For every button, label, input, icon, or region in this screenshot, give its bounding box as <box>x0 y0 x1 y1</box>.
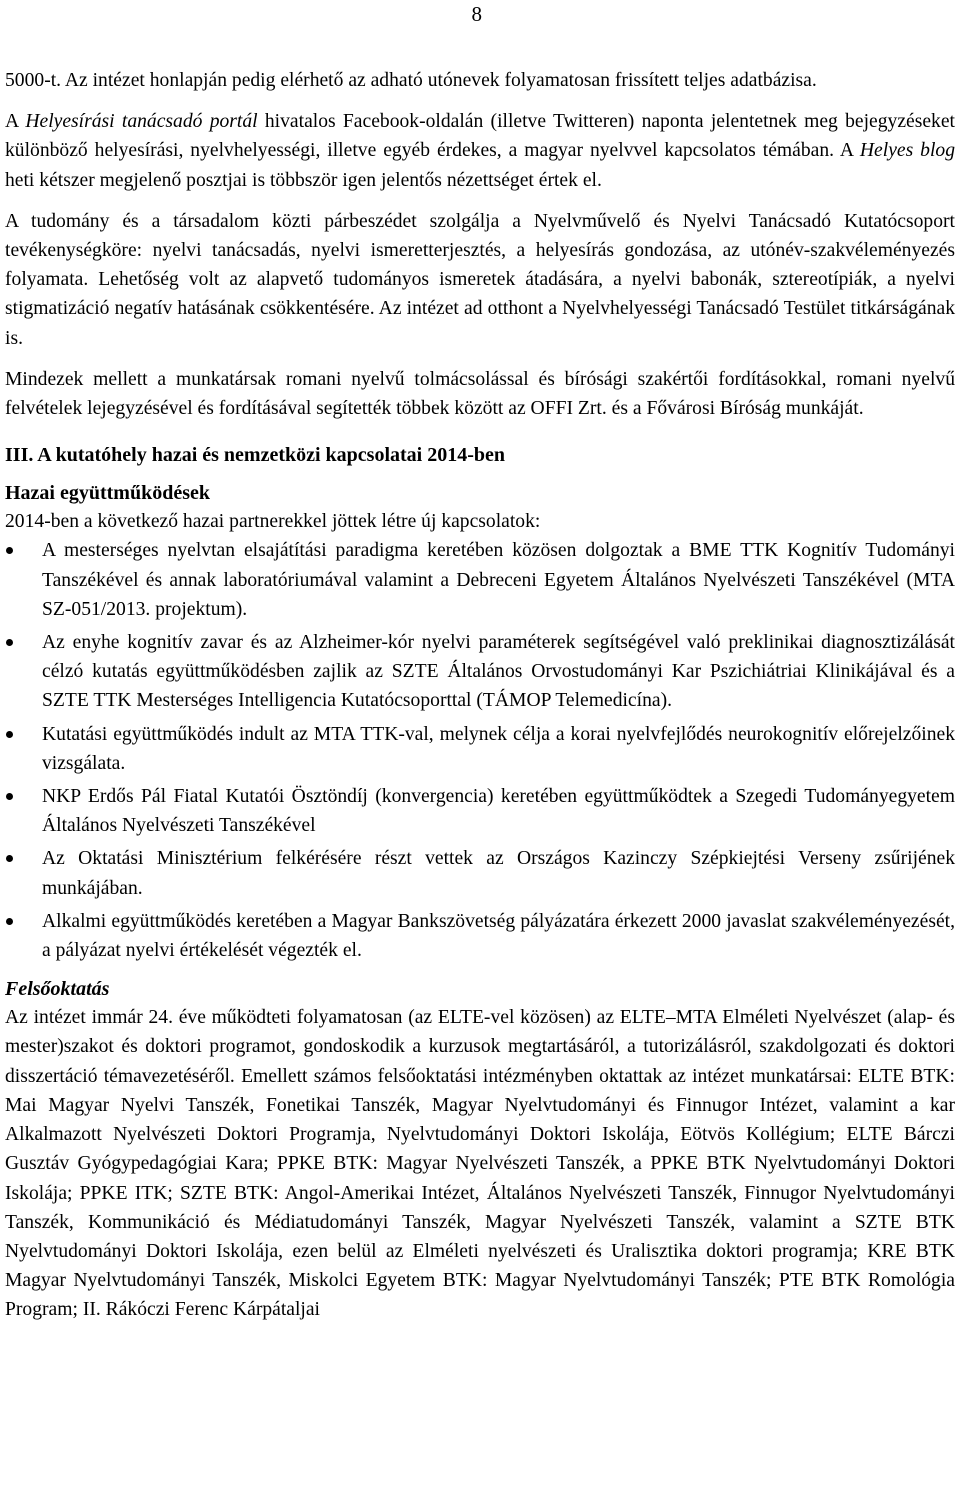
paragraph-social-media-part-b: hivatalos Facebook-oldalán (illetve Twitteren) naponta jelentetnek meg bejegyzéseket különböző helyesírási, nyelvhelyességi, illetve egyéb érdekes, a magyar nyelvvel kapcsolatos témában. A <box>5 111 955 162</box>
bullet-icon <box>6 639 13 646</box>
bullet-icon <box>6 731 13 738</box>
higher-ed-heading: Felsőoktatás <box>5 978 110 1001</box>
list-item-text: A mesterséges nyelvtan elsajátítási paradigma keretében közösen dolgoztak a BME TTK Kognitív Tudományi Tanszékével és annak laboratóriumával valamint a Debreceni Egyetem Általános Nyelvészeti Tanszékével (MTA SZ-051/2013. projektum). <box>42 540 955 620</box>
bullet-icon <box>6 855 13 862</box>
domestic-list <box>5 536 955 965</box>
bullet-icon <box>6 793 13 800</box>
paragraph-social-media <box>5 107 955 195</box>
list-item-text: NKP Erdős Pál Fiatal Kutatói Ösztöndíj (konvergencia) keretében együttműködtek a Szegedi Tudományegyetem Általános Nyelvészeti Tanszékével <box>42 786 955 837</box>
blog-name: Helyes blog <box>859 140 955 162</box>
bullet-icon <box>6 547 13 554</box>
paragraph-romani: Mindezek mellett a munkatársak romani nyelvű tolmácsolással és bírósági szakértői fordításokkal, romani nyelvű felvételek lejegyzésével és fordításával segítették többek között az OFFI Zrt. és a Fővárosi Bíróság munkáját. <box>5 368 955 420</box>
list-item <box>5 536 955 624</box>
paragraph-social-media-part-a: A <box>5 111 26 133</box>
list-item <box>5 782 955 840</box>
list-item <box>5 720 955 778</box>
domestic-heading: Hazai együttműködések <box>5 482 210 505</box>
section-heading: III. A kutatóhely hazai és nemzetközi kapcsolatai 2014-ben <box>5 444 506 467</box>
bullet-icon <box>6 918 13 925</box>
page-content <box>5 66 955 1325</box>
higher-ed-text: Az intézet immár 24. éve működteti folyamatosan (az ELTE-vel közösen) az ELTE–MTA Elméleti Nyelvészet (alap- és mester)szakot és doktori programot, gondoskodik a kurzusok megtartásáról, a tutorizálásról, szakdolgozati és doktori disszertáció témavezetéséről. Emellett számos felsőoktatási intézményben oktattak az intézet munkatársai: ELTE BTK: Mai Magyar Nyelvi Tanszék, Fonetikai Tanszék, Magyar Nyelvtudományi és Finnugor Intézet, valamint a kar Alkalmazott Nyelvészeti Doktori Programja, Nyelvtudományi Doktori Iskolája, Eötvös Kollégium; ELTE Bárczi Gusztáv Gyógypedagógiai Kara; PPKE BTK: Magyar Nyelvészeti Tanszék, a PPKE BTK Nyelvtudományi Doktori Iskolája; PPKE ITK; SZTE BTK: Angol-Amerikai Intézet, Általános Nyelvészeti Tanszék, Finnugor Nyelvtudományi Tanszék, Kommunikáció és Médiatudományi Tanszék, Magyar Nyelvészeti Tanszék, valamint a SZTE BTK Nyelvtudományi Doktori Iskolája, ezen belül az Elméleti nyelvészeti és Uralisztika doktori programja; KRE BTK Magyar Nyelvtudományi Tanszék, Miskolci Egyetem BTK: Magyar Nyelvtudományi Tanszék; PTE BTK Romológia Program; II. Rákóczi Ferenc Kárpátaljai <box>5 1007 955 1321</box>
list-item-text: Kutatási együttműködés indult az MTA TTK-val, melynek célja a korai nyelvfejlődés neurokognitív előrejelzőinek vizsgálata. <box>42 723 955 774</box>
page-number: 8 <box>471 2 482 26</box>
list-item-text: Az enyhe kognitív zavar és az Alzheimer-kór nyelvi paraméterek segítségével való preklinikai diagnosztizálását célzó kutatás együttműködésben zajlik az SZTE Általános Orvostudományi Kar Pszichiátriai Klinikájával és a SZTE TTK Mesterséges Intelligencia Kutatócsoporttal (TÁMOP Telemedicína). <box>42 632 955 712</box>
list-item-text: Az Oktatási Minisztérium felkérésére részt vettek az Országos Kazinczy Szépkiejtési Verseny zsűrijének munkájában. <box>42 848 955 899</box>
list-item <box>5 907 955 965</box>
list-item-text: Alkalmi együttműködés keretében a Magyar Bankszövetség pályázatára érkezett 2000 javaslat szakvéleményezését, a pályázat nyelvi értékelését végezték el. <box>42 910 955 962</box>
portal-name: Helyesírási tanácsadó portál <box>25 111 258 133</box>
paragraph-database: 5000-t. Az intézet honlapján pedig elérhető az adható utónevek folyamatosan frissített teljes adatbázisa. <box>5 70 817 91</box>
list-item <box>5 628 955 716</box>
paragraph-social-media-part-c: heti kétszer megjelenő posztjai is többször igen jelentős nézettséget értek el. <box>5 169 602 191</box>
domestic-intro: 2014-ben a következő hazai partnerekkel jöttek létre új kapcsolatok: <box>5 511 541 533</box>
list-item <box>5 844 955 902</box>
paragraph-dialogue: A tudomány és a társadalom közti párbeszédet szolgálja a Nyelvművelő és Nyelvi Tanácsadó Kutatócsoport tevékenységköre: nyelvi tanácsadás, nyelvi ismeretterjesztés, a helyesírás gondozása, az utónév-szakvéleményezés folyamata. Lehetőség volt az alapvető tudományos ismeretek átadására, a nyelvi babonák, sztereotípiák, a nyelvi stigmatizáció negatív hatásának csökkentésére. Az intézet ad otthont a Nyelvhelyességi Tanácsadó Testület titkárságának is. <box>5 210 955 349</box>
